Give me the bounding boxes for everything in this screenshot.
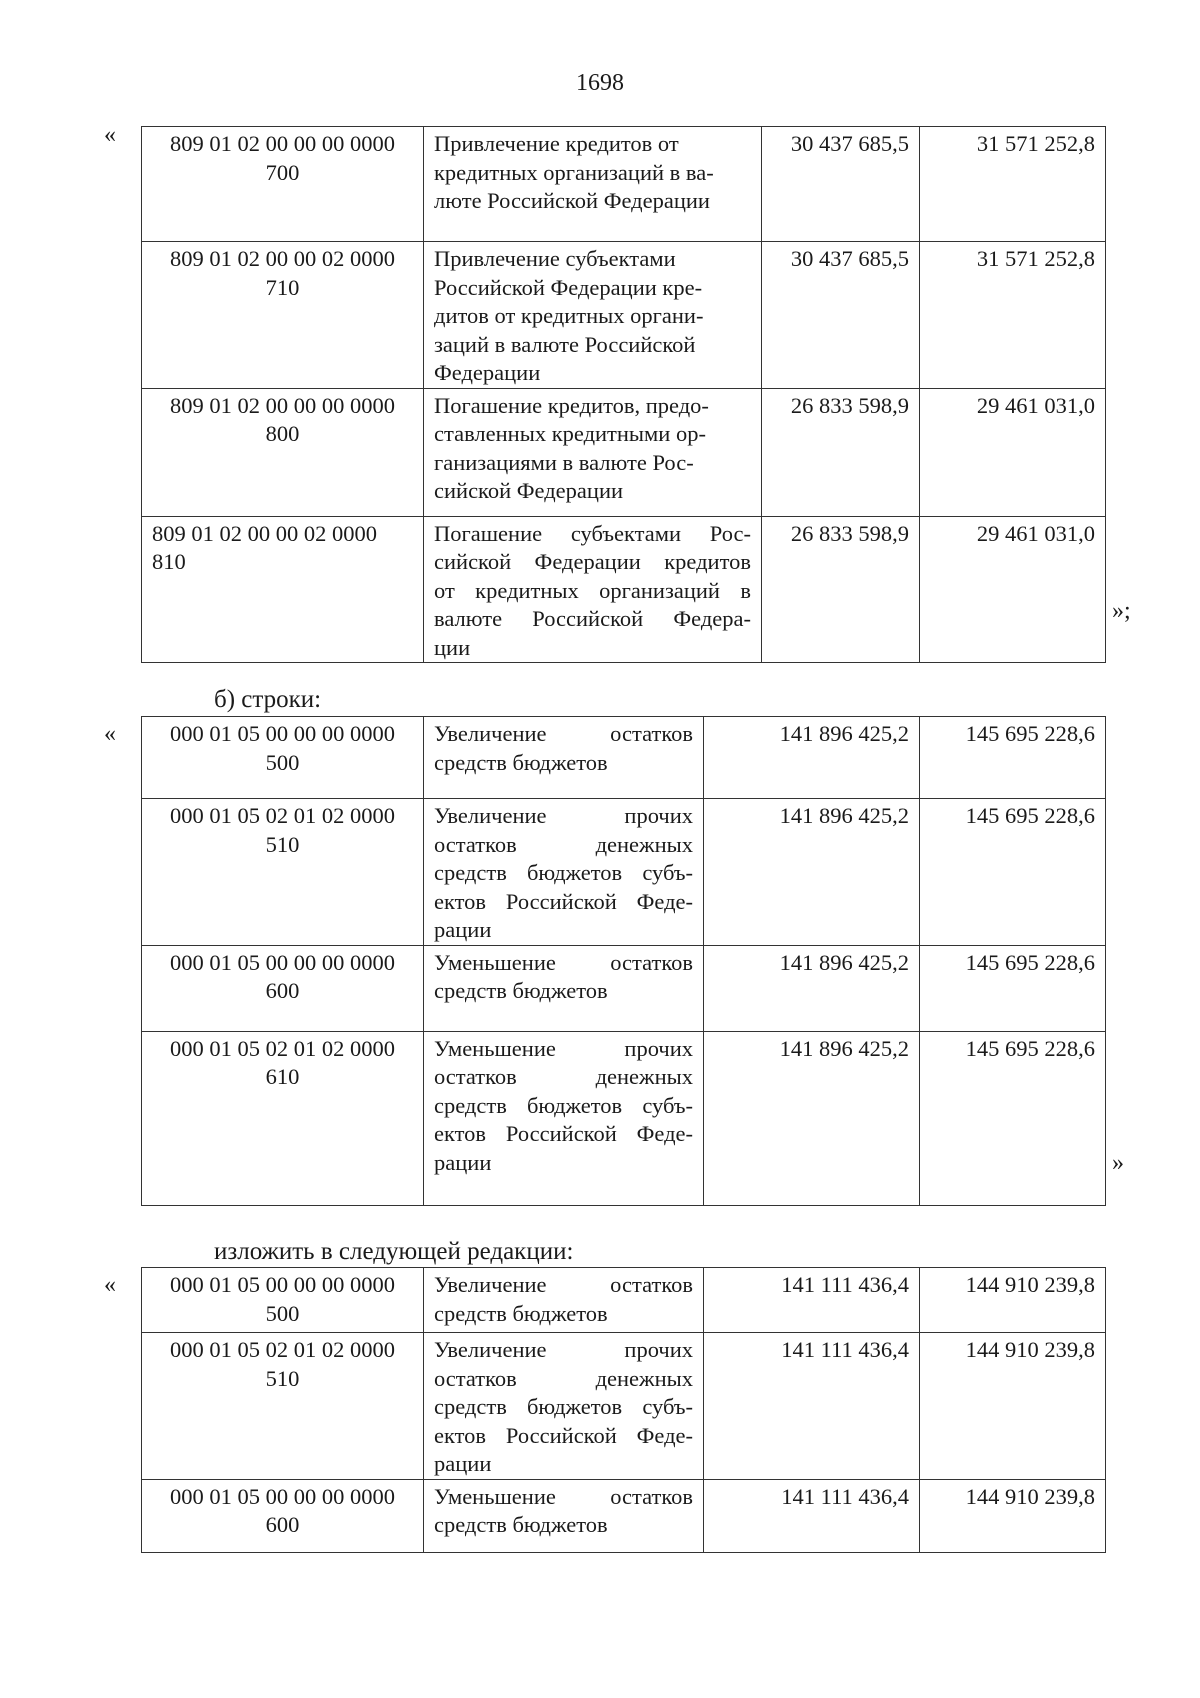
budget-code: 809 01 02 00 00 00 0000 700 bbox=[142, 127, 424, 242]
value-year-1: 141 111 436,4 bbox=[704, 1333, 920, 1480]
budget-code: 000 01 05 00 00 00 0000 500 bbox=[142, 1268, 424, 1333]
section-heading: б) строки: bbox=[214, 686, 322, 713]
value-year-1: 30 437 685,5 bbox=[762, 242, 920, 389]
table-row bbox=[142, 1031, 1106, 1205]
table-row bbox=[142, 1333, 1106, 1480]
value-year-1: 26 833 598,9 bbox=[762, 516, 920, 663]
budget-code: 000 01 05 00 00 00 0000 500 bbox=[142, 717, 424, 799]
budget-code: 000 01 05 02 01 02 0000 510 bbox=[142, 799, 424, 946]
close-quote: » bbox=[1112, 1150, 1124, 1176]
table-credits bbox=[141, 126, 1106, 663]
open-quote: « bbox=[104, 122, 116, 148]
budget-code: 000 01 05 00 00 00 0000 600 bbox=[142, 945, 424, 1031]
open-quote: « bbox=[104, 721, 116, 747]
value-year-1: 30 437 685,5 bbox=[762, 127, 920, 242]
budget-code: 809 01 02 00 00 02 0000 810 bbox=[142, 516, 424, 663]
value-year-1: 141 111 436,4 bbox=[704, 1268, 920, 1333]
table-balances-old bbox=[141, 716, 1106, 1206]
item-name: Увеличение остатков средств бюджетов bbox=[424, 717, 704, 799]
open-quote: « bbox=[104, 1272, 116, 1298]
budget-code: 809 01 02 00 00 02 0000 710 bbox=[142, 242, 424, 389]
table-row bbox=[142, 717, 1106, 799]
value-year-2: 144 910 239,8 bbox=[920, 1479, 1106, 1552]
value-year-2: 145 695 228,6 bbox=[920, 717, 1106, 799]
value-year-1: 141 896 425,2 bbox=[704, 717, 920, 799]
item-name: Привлечение субъектами Российской Федерации кре- дитов от кредитных органи- заций в валюте Российской Федерации bbox=[424, 242, 762, 389]
table-row bbox=[142, 799, 1106, 946]
budget-code: 000 01 05 02 01 02 0000 510 bbox=[142, 1333, 424, 1480]
table-row bbox=[142, 945, 1106, 1031]
budget-code: 000 01 05 02 01 02 0000 610 bbox=[142, 1031, 424, 1205]
table-balances-new bbox=[141, 1267, 1106, 1553]
item-name: Увеличение прочих остатков денежных средств бюджетов субъ- ектов Российской Феде- рации bbox=[424, 799, 704, 946]
value-year-1: 141 896 425,2 bbox=[704, 945, 920, 1031]
value-year-1: 141 896 425,2 bbox=[704, 799, 920, 946]
value-year-1: 26 833 598,9 bbox=[762, 388, 920, 516]
table-row bbox=[142, 516, 1106, 663]
value-year-1: 141 896 425,2 bbox=[704, 1031, 920, 1205]
item-name: Увеличение остатков средств бюджетов bbox=[424, 1268, 704, 1333]
value-year-2: 29 461 031,0 bbox=[920, 516, 1106, 663]
page-number: 1698 bbox=[576, 70, 624, 96]
table-row bbox=[142, 1268, 1106, 1333]
table-row bbox=[142, 127, 1106, 242]
value-year-2: 29 461 031,0 bbox=[920, 388, 1106, 516]
table-row bbox=[142, 1479, 1106, 1552]
value-year-2: 31 571 252,8 bbox=[920, 242, 1106, 389]
section-heading: изложить в следующей редакции: bbox=[214, 1238, 574, 1265]
item-name: Привлечение кредитов от кредитных организаций в ва- люте Российской Федерации bbox=[424, 127, 762, 242]
item-name: Погашение субъектами Рос- сийской Федерации кредитов от кредитных организаций в валюте Российской Федера- ции bbox=[424, 516, 762, 663]
value-year-1: 141 111 436,4 bbox=[704, 1479, 920, 1552]
item-name: Увеличение прочих остатков денежных средств бюджетов субъ- ектов Российской Феде- рации bbox=[424, 1333, 704, 1480]
item-name: Уменьшение остатков средств бюджетов bbox=[424, 1479, 704, 1552]
value-year-2: 144 910 239,8 bbox=[920, 1333, 1106, 1480]
value-year-2: 145 695 228,6 bbox=[920, 1031, 1106, 1205]
value-year-2: 145 695 228,6 bbox=[920, 945, 1106, 1031]
budget-code: 000 01 05 00 00 00 0000 600 bbox=[142, 1479, 424, 1552]
table-row bbox=[142, 388, 1106, 516]
budget-code: 809 01 02 00 00 00 0000 800 bbox=[142, 388, 424, 516]
value-year-2: 144 910 239,8 bbox=[920, 1268, 1106, 1333]
table-row bbox=[142, 242, 1106, 389]
item-name: Уменьшение прочих остатков денежных средств бюджетов субъ- ектов Российской Феде- рации bbox=[424, 1031, 704, 1205]
item-name: Уменьшение остатков средств бюджетов bbox=[424, 945, 704, 1031]
value-year-2: 31 571 252,8 bbox=[920, 127, 1106, 242]
item-name: Погашение кредитов, предо- ставленных кредитными ор- ганизациями в валюте Рос- сийской Федерации bbox=[424, 388, 762, 516]
close-quote: »; bbox=[1112, 598, 1131, 624]
value-year-2: 145 695 228,6 bbox=[920, 799, 1106, 946]
